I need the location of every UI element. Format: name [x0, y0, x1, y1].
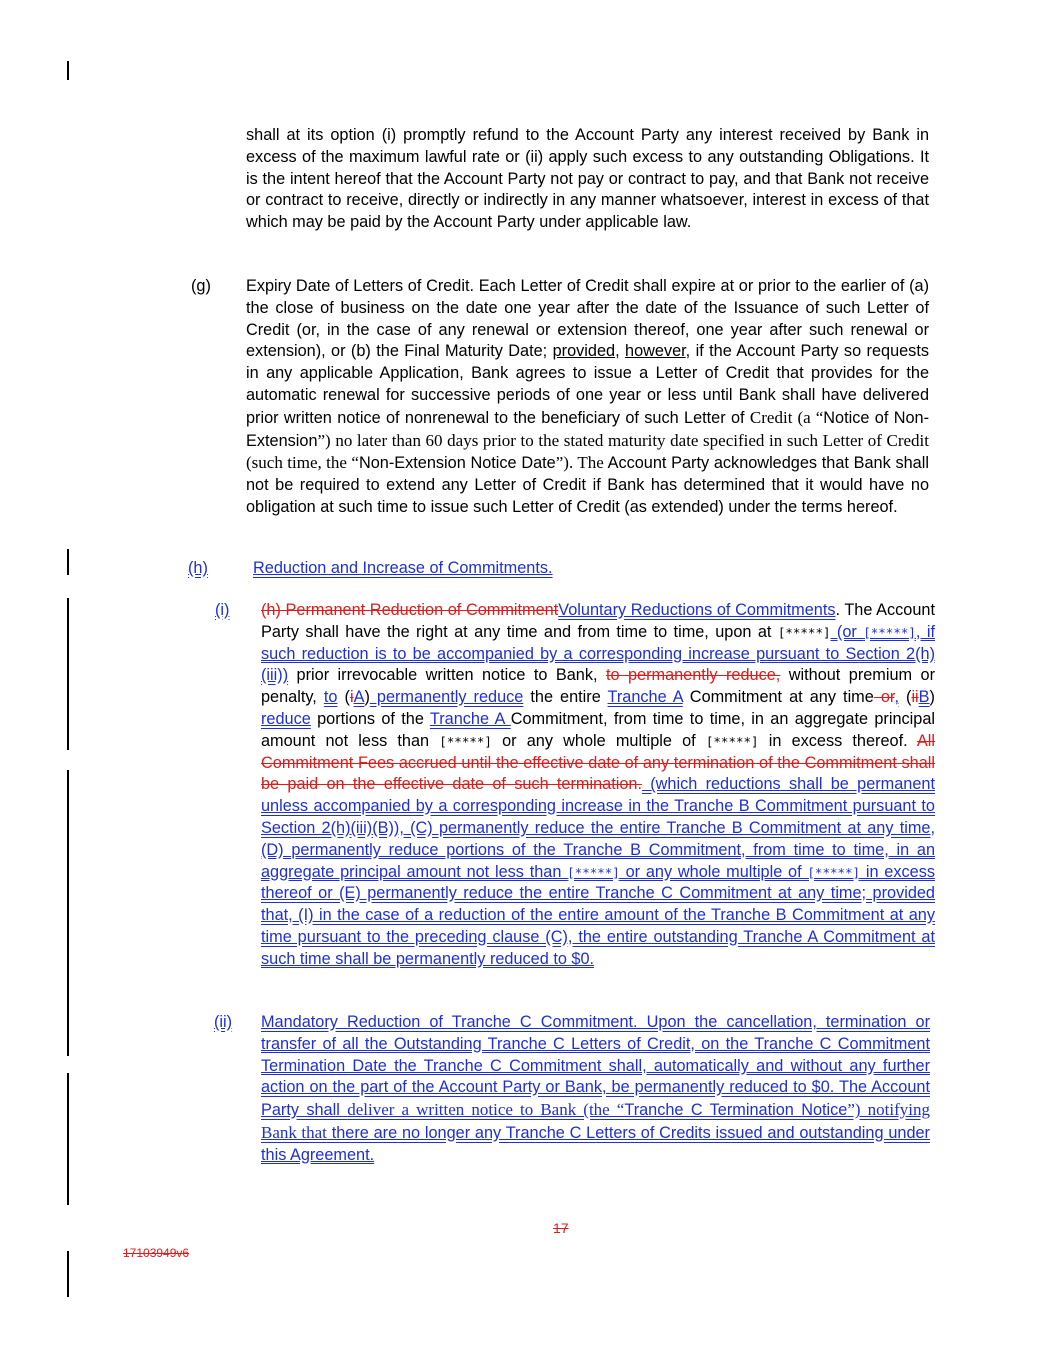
change-bar — [67, 549, 69, 575]
section-g-paragraph: Expiry Date of Letters of Credit. Each Letter of Credit shall expire at or prior to the earlier of (a) the close of business on the date one year after the date of the Issuance of such Letter of Credit (or, in the case of any renewal or extension thereof, one year after such renewal or extension), or (b) the Final Maturity Date; provided, however, if the Account Party so requests in any applicable Application, Bank agrees to issue a Letter of Credit that provides for the automatic renewal for successive periods of one year or less until Bank shall have delivered prior written notice of nonrenewal to the beneficiary of such Letter of Credit (a “Notice of Non-Extension”) no later than 60 days prior to the stated maturity date specified in such Letter of Credit (such time, the “Non-Extension Notice Date”). The Account Party acknowledges that Bank shall not be required to extend any Letter of Credit if Bank has determined that it would have no obligation at such time to issue such Letter of Credit (as extended) under the terms hereof. — [246, 277, 929, 516]
section-i-paragraph: (h) Permanent Reduction of CommitmentVoluntary Reductions of Commitments. The Account Party shall have the right at any time and from time to time, upon at [*****] (or [*****], if such reduction is to be accompanied by a corresponding increase pursuant to Section 2(h)(iii)) prior irrevocable written notice to Bank, to permanently reduce, without premium or penalty, to (iA) permanently reduce the entire Tranche A Commitment at any time or, (iiB) reduce portions of the Tranche A Commitment, from time to time, in an aggregate principal amount not less than [*****] or any whole multiple of [*****] in excess thereof. All Commitment Fees accrued until the effective date of any termination of the Commitment shall be paid on the effective date of such termination. (which reductions shall be permanent unless accompanied by a corresponding increase in the Tranche B Commitment pursuant to Section 2(h)(iii)(B)), (C) permanently reduce the entire Tranche B Commitment at any time, (D) permanently reduce portions of the Tranche B Commitment, from time to time, in an aggregate principal amount not less than [*****] or any whole multiple of [*****] in excess thereof or (E) permanently reduce the entire Tranche C Commitment at any time; provided that, (I) in the case of a reduction of the entire amount of the Tranche B Commitment at any time pursuant to the preceding clause (C), the entire outstanding Tranche A Commitment at such time shall be permanently reduced to $0. — [261, 601, 935, 968]
section-i-label: (i) — [215, 601, 230, 619]
defined-term: Notice of Non-Extension — [246, 408, 929, 450]
redaction: [*****] — [567, 864, 620, 880]
change-bar — [67, 1073, 69, 1205]
redaction: [*****] — [705, 733, 759, 749]
section-ii-paragraph: Mandatory Reduction of Tranche C Commitment. Upon the cancellation, termination or transfer of all the Outstanding Tranche C Letters of Credit, on the Tranche C Commitment Termination Date the Tranche C Commitment shall, automatically and without any further action on the part of the Account Party or Bank, be permanently reduced to $0. The Account Party shall deliver a written notice to Bank (the “Tranche C Termination Notice”) notifying Bank that there are no longer any Tranche C Letters of Credits issued and outstanding under this Agreement. — [261, 1013, 930, 1164]
deleted-sentence: All Commitment Fees accrued until the effective date of any termination of the Commitment shall be paid on the effective date of such termination. — [261, 731, 935, 794]
section-h-label: (h) — [188, 559, 208, 577]
deleted-heading: (h) Permanent Reduction of Commitment — [261, 601, 559, 619]
section-h-heading: Reduction and Increase of Commitments. — [253, 559, 553, 577]
interest-paragraph: shall at its option (i) promptly refund to the Account Party any interest received by Bank in excess of the maximum lawful rate or (ii) apply such excess to any outstanding Obligations. It is the intent hereof that the Account Party not pay or contract to pay, and that Bank not receive or contract to receive, directly or indirectly in any manner whatsoever, interest in excess of that which may be paid by the Account Party under applicable law. — [246, 126, 929, 232]
section-g-heading: Expiry Date of Letters of Credit — [246, 277, 470, 295]
redaction: [*****] — [863, 624, 916, 640]
section-ii-label: (ii) — [214, 1013, 233, 1031]
redaction: [*****] — [807, 864, 861, 880]
redaction: [*****] — [777, 624, 831, 640]
change-bar — [67, 598, 69, 750]
defined-term: Non-Extension Notice Date — [358, 454, 556, 473]
section-g-label: (g) — [191, 277, 211, 295]
inserted-heading: Voluntary Reductions of Commitments — [558, 601, 836, 619]
redaction: [*****] — [439, 733, 492, 749]
change-bar — [67, 61, 69, 80]
document-id: 17103949v6 — [123, 1246, 190, 1260]
page-number: 17 — [553, 1220, 569, 1236]
inserted-clause: (which reductions shall be permanent unless accompanied by a corresponding increase in the Tranche B Commitment pursuant to Section 2(h)(iii)(B)), (C) permanently reduce the entire Tranche B Commitment at any time, (D) permanently reduce portions of the Tranche B Commitment, from time to time, in an aggregate principal amount not less than — [261, 775, 935, 881]
defined-term: Tranche C Termination Notice — [624, 1101, 848, 1120]
change-bar — [67, 770, 69, 1056]
change-bar — [67, 1251, 69, 1297]
